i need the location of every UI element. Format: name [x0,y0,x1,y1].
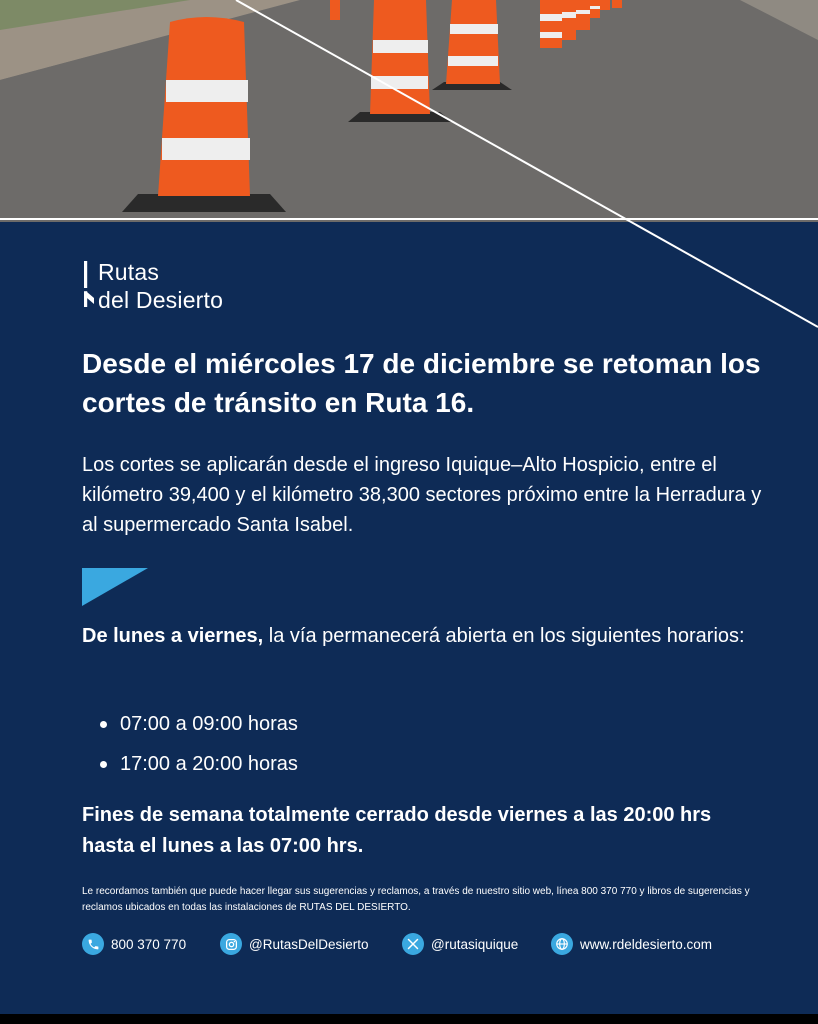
contact-label: 800 370 770 [111,936,187,952]
list-item: 17:00 a 20:00 horas [100,744,298,784]
contact-label: @RutasDelDesierto [249,936,369,952]
schedule-lead-rest: la vía permanecerá abierta en los siguientes horarios: [263,625,745,647]
open-hours-list [100,704,298,784]
list-item: 07:00 a 09:00 horas [100,704,298,744]
intro-paragraph: Los cortes se aplicarán desde el ingreso Iquique–Alto Hospicio, entre el kilómetro 39,400 y el kilómetro 38,300 sectores próximo entre la Herradura y al supermercado Santa Isabel. [82,454,762,536]
weekend-closure-notice: Fines de semana totalmente cerrado desde viernes a las 20:00 hrs hasta el lunes a las 07:00 hrs. [82,804,712,857]
logo-mark-icon [82,258,98,308]
schedule-lead-bold: De lunes a viernes, [82,625,264,647]
x-icon [402,933,424,955]
phone-icon [82,933,104,955]
contact-x[interactable] [402,932,518,956]
instagram-icon [220,933,242,955]
logo-line-1: Rutas [98,259,160,285]
schedule-paragraph [82,621,762,651]
contact-phone[interactable] [82,932,186,956]
brand-logo [82,258,223,314]
bottom-bar [0,1014,818,1024]
contact-website[interactable] [551,932,712,956]
contact-instagram[interactable] [220,932,369,956]
accent-triangle-icon [82,566,150,606]
page-headline: Desde el miércoles 17 de diciembre se retoman los cortes de tránsito en Ruta 16. [82,348,761,418]
globe-icon [551,933,573,955]
contact-label: @rutasiquique [431,936,519,952]
contact-row [82,932,762,956]
logo-line-2: del Desierto [98,287,224,313]
feedback-note: Le recordamos también que puede hacer llegar sus sugerencias y reclamos, a través de nuestro sitio web, línea 800 370 770 y libros de sugerencias y reclamos ubicados en todas las instalaciones de RUTAS DEL DESIERTO. [82,886,750,913]
contact-label: www.rdeldesierto.com [580,936,713,952]
logo-wordmark [98,258,223,314]
